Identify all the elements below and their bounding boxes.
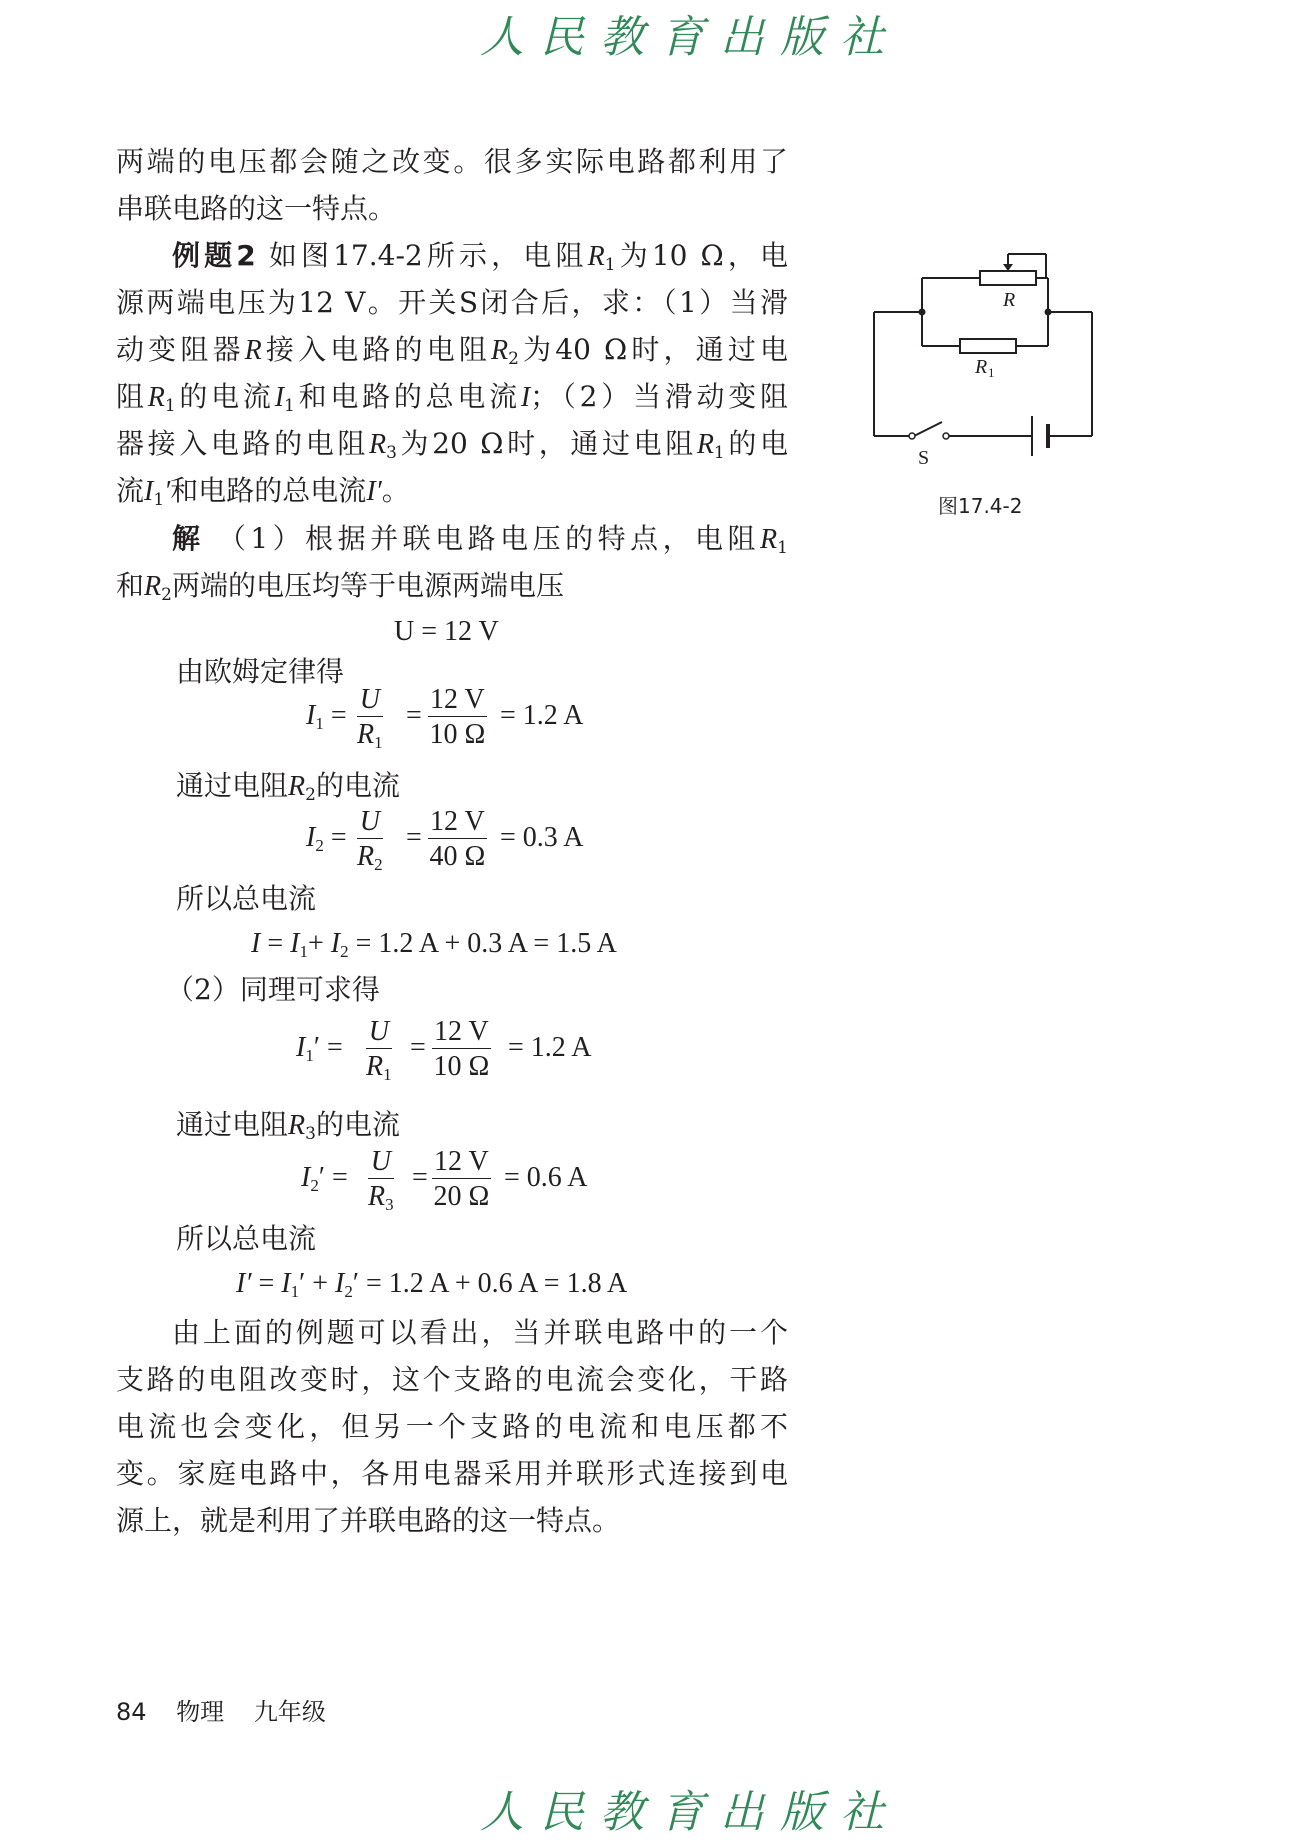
label-r: R [1003, 289, 1016, 311]
equation-2: $I_2$ = [306, 822, 347, 855]
text-line: 通过电阻$R_3$的电流 [176, 1108, 400, 1144]
text-line: 流$I_1'$和电路的总电流I′。 [116, 474, 410, 510]
fraction: $\frac{12 V}{40 \Omega}$ [429, 806, 486, 872]
equation-result: = 0.6 A [504, 1162, 588, 1193]
switch-contact [943, 433, 949, 439]
fraction: $\frac{12 V}{10 \Omega}$ [433, 1016, 490, 1082]
switch [914, 422, 942, 436]
rheostat-resistor [980, 271, 1036, 285]
fraction: $\frac{U}{R_2}$ [357, 806, 383, 874]
equation-4: $I_1'$ = [296, 1032, 343, 1065]
switch-contact [909, 433, 915, 439]
junction-dot [919, 309, 926, 316]
equals-sign: = [406, 822, 422, 853]
circuit-diagram [870, 240, 1100, 470]
figure-caption: 图17.4-2 [938, 494, 1023, 518]
page-number: 84 [116, 1698, 147, 1726]
fraction: $\frac{12 V}{10 \Omega}$ [429, 684, 486, 750]
subject: 物理 [176, 1698, 225, 1726]
text-line: 电流也会变化，但另一个支路的电流和电压都不 [116, 1410, 788, 1443]
fraction: $\frac{U}{R_1}$ [366, 1016, 392, 1084]
text-line: 动变阻器R接入电路的电阻$R_2$为40 Ω时，通过电 [116, 333, 788, 369]
junction-dot [1045, 309, 1052, 316]
text-line: 阻$R_1$的电流$I_1$和电路的总电流I；（2）当滑动变阻 [116, 380, 788, 416]
equation-result: = 0.3 A [500, 822, 584, 853]
equation-3: $I = I_1+ I_2 = 1.2$ A + 0.3 A = 1.5 A [251, 928, 617, 961]
publisher-logo-top [470, 0, 900, 70]
label-r1: R [975, 356, 988, 378]
label-r1-subscript: 1 [988, 365, 995, 380]
text-line: 变。家庭电路中，各用电器采用并联形式连接到电 [116, 1457, 788, 1490]
equation-u: U = 12 V [394, 616, 499, 647]
slider-arrow-icon [1003, 264, 1013, 271]
equation-1: $I_1$ = [306, 700, 347, 733]
equation-5: $I_2'$ = [301, 1162, 348, 1195]
solution-label: 解 [172, 522, 205, 555]
label-s: S [918, 447, 930, 469]
page-footer [116, 1692, 348, 1727]
text-line: （2）同理可求得 [166, 973, 380, 1006]
equation-result: = 1.2 A [500, 700, 584, 731]
text-line: 和$R_2$两端的电压均等于电源两端电压 [116, 569, 564, 605]
fraction: $\frac{U}{R_3}$ [368, 1146, 394, 1214]
text-line: 器接入电路的电阻$R_3$为20 Ω时，通过电阻$R_1$的电 [116, 427, 788, 463]
fraction: $\frac{12 V}{20 \Omega}$ [433, 1146, 490, 1212]
publisher-logo-bottom [470, 1775, 900, 1845]
text-line: 源上，就是利用了并联电路的这一特点。 [116, 1504, 621, 1537]
publisher-logo-text: 人民教育出版社 [480, 1787, 900, 1838]
fraction: $\frac{U}{R_1}$ [357, 684, 383, 752]
text-line: 所以总电流 [176, 1222, 317, 1255]
text-line: 通过电阻$R_2$的电流 [176, 769, 400, 805]
publisher-logo-text: 人民教育出版社 [480, 12, 900, 63]
equation-result: = 1.2 A [508, 1032, 592, 1063]
equals-sign: = [410, 1032, 426, 1063]
resistor-r1 [960, 339, 1016, 353]
text-line: 所以总电流 [176, 882, 317, 915]
text-line: 由欧姆定律得 [176, 655, 345, 688]
text-line: 串联电路的这一特点。 [116, 192, 397, 225]
equation-6: $I' = I_1' + I_2' = 1.2$ A + 0.6 A = 1.8 A [236, 1268, 628, 1301]
example-line: 例题2 如图17.4-2所示，电阻$R_1$为10 Ω，电 [172, 239, 789, 275]
solution-line: 解 （1）根据并联电路电压的特点，电阻$R_1$ [172, 522, 788, 558]
text-line: 由上面的例题可以看出，当并联电路中的一个 [172, 1316, 788, 1349]
grade: 九年级 [253, 1698, 326, 1726]
text-line: 源两端电压为12 V。开关S闭合后，求：（1）当滑 [116, 286, 788, 319]
text-line: 两端的电压都会随之改变。很多实际电路都利用了 [116, 145, 788, 178]
equals-sign: = [412, 1162, 428, 1193]
example-label: 例题2 [172, 239, 256, 272]
text-line: 支路的电阻改变时，这个支路的电流会变化，干路 [116, 1363, 788, 1396]
equals-sign: = [406, 700, 422, 731]
